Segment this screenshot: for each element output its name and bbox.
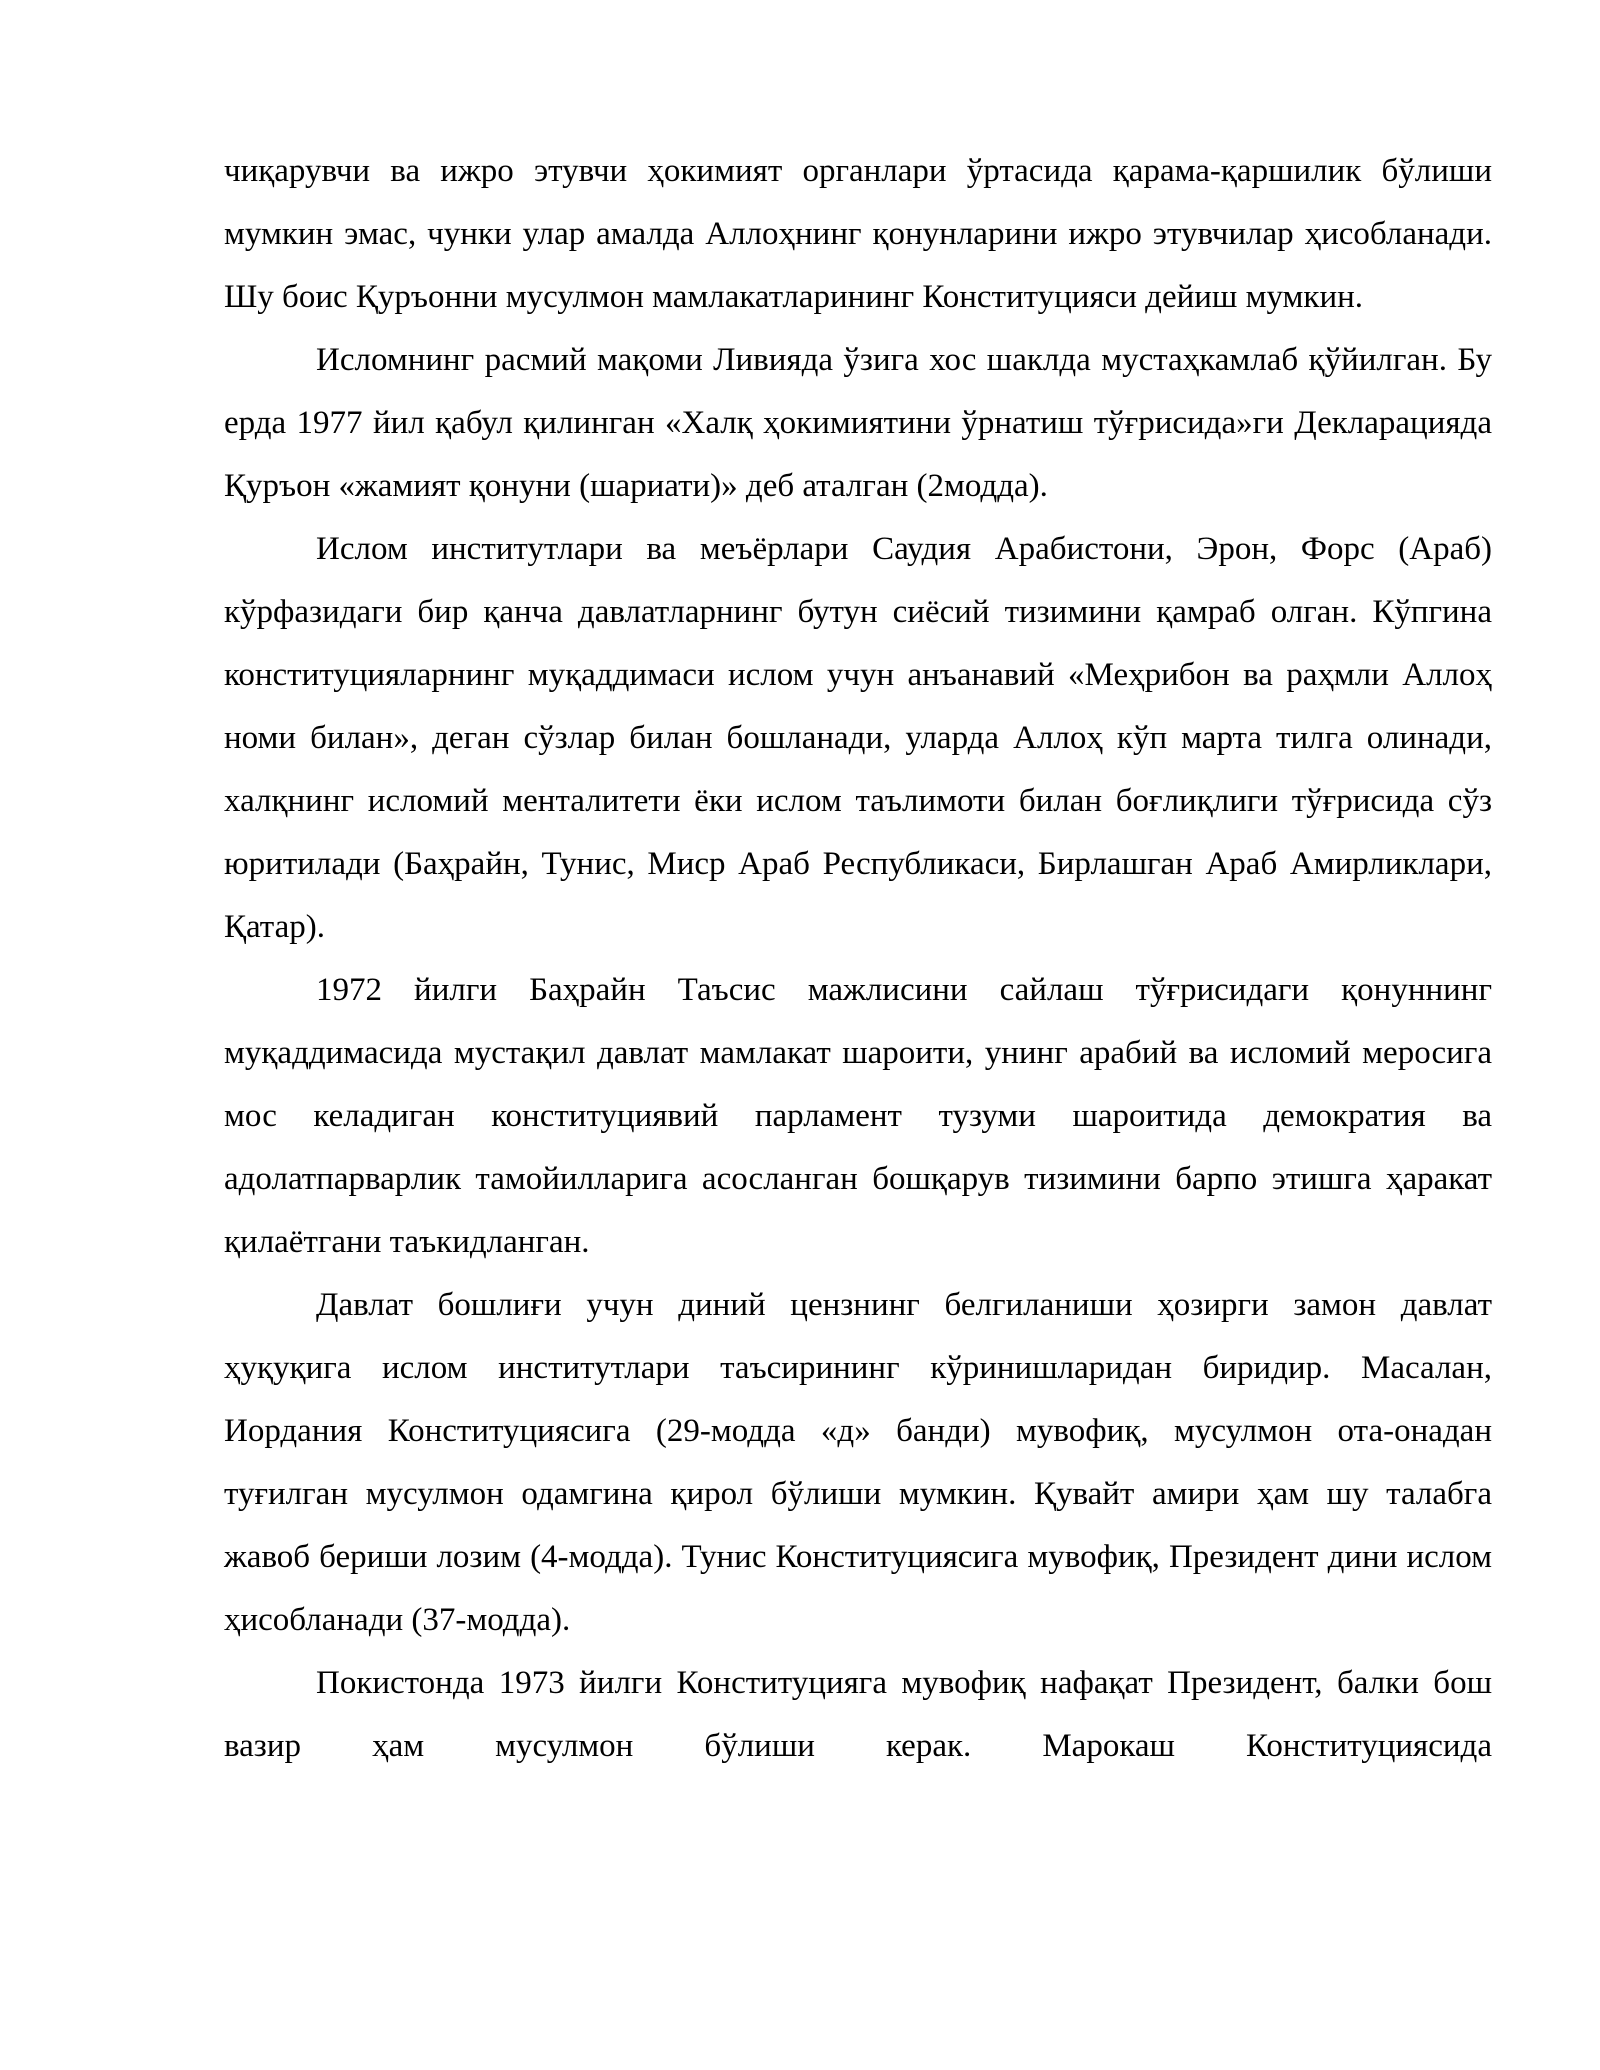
paragraph-pakistan: Покистонда 1973 йилги Конституцияга мувофиқ нафақат Президент, балки бош вазир ҳам мусулмон бўлиши керак. Марокаш Конституциясида [224, 1665, 1492, 1764]
document-body [224, 140, 1492, 1778]
paragraph-bahrain: 1972 йилги Баҳрайн Таъсис мажлисини сайлаш тўғрисидаги қонуннинг муқаддимасида мустақил давлат мамлакат шароити, унинг арабий ва исломий меросига мос келадиган конституциявий парламент тузуми шароитида демократия ва адолатпарварлик тамойилларига асосланган бошқарув тизимини барпо этишга ҳаракат қилаётгани таъкидланган. [224, 972, 1492, 1260]
paragraph-head-of-state: Давлат бошлиғи учун диний цензнинг белгиланиши ҳозирги замон давлат ҳуқуқига ислом институтлари таъсирининг кўринишларидан биридир. Масалан, Иордания Конституциясига (29-модда «д» банди) мувофиқ, мусулмон ота-онадан туғилган мусулмон одамгина қирол бўлиши мумкин. Қувайт амири ҳам шу талабга жавоб бериши лозим (4-модда). Тунис Конституциясига мувофиқ, Президент дини ислом ҳисобланади (37-модда). [224, 1287, 1492, 1638]
paragraph-islamic-institutions: Ислом институтлари ва меъёрлари Саудия Арабистони, Эрон, Форс (Араб) кўрфазидаги бир қанча давлатларнинг бутун сиёсий тизимини қамраб олган. Кўпгина конституцияларнинг муқаддимаси ислом учун анъанавий «Меҳрибон ва раҳмли Аллоҳ номи билан», деган сўзлар билан бошланади, уларда Аллоҳ кўп марта тилга олинади, халқнинг исломий менталитети ёки ислом таълимоти билан боғлиқлиги тўғрисида сўз юритилади (Баҳрайн, Тунис, Миср Араб Республикаси, Бирлашган Араб Амирликлари, Қатар). [224, 531, 1492, 945]
paragraph-continuation: чиқарувчи ва ижро этувчи ҳокимият органлари ўртасида қарама-қаршилик бўлиши мумкин эмас, чунки улар амалда Аллоҳнинг қонунларини ижро этувчилар ҳисобланади. Шу боис Қуръонни мусулмон мамлакатларининг Конституцияси дейиш мумкин. [224, 153, 1492, 315]
paragraph-libya: Исломнинг расмий мақоми Ливияда ўзига хос шаклда мустаҳкамлаб қўйилган. Бу ерда 1977 йил қабул қилинган «Халқ ҳокимиятини ўрнатиш тўғрисида»ги Декларацияда Қуръон «жамият қонуни (шариати)» деб аталган (2модда). [224, 342, 1492, 504]
